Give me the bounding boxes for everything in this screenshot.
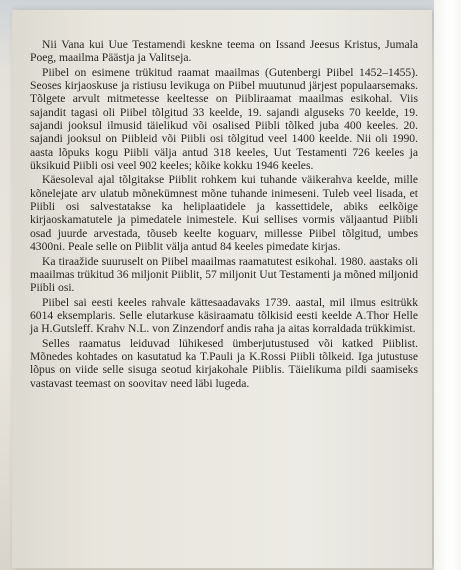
paragraph-1: Nii Vana kui Uue Testamendi keskne teema on Issand Jeesus Kristus, Jumala Poeg, maailma Päästja ja Valitseja. xyxy=(30,38,418,65)
paragraph-5: Piibel sai eesti keeles rahvale kättesaadavaks 1739. aastal, mil ilmus esitrükk 6014 eksemplaris. Selle elutarkuse käsiraamatu tõlkisid eesti keelde A.Thor Helle ja H.Gutsleff. Krahv N.L. von Zinzendorf andis raha ja aitas korraldada trükkimist. xyxy=(30,295,418,336)
body-text xyxy=(30,38,418,391)
paragraph-3: Käesoleval ajal tõlgitakse Piiblit rohkem kui tuhande väikerahva keelde, mille kõnelejate arv ulatub mõnekümnest mõne tuhande inimeseni. Tuleb veel lisada, et Piibli osi salvestatakse ka heliplaatidele ja kassettidele, abiks eelkõige kirjaoskamatutele ja pimedatele inimestele. Kui sellises vormis väljaantud Piibli osad juurde arvestada, tõuseb keelte koguarv, millesse Piibel tõlgitud, umbes 4300ni. Peale selle on Piiblit välja antud 84 keeles pimedate kirjas. xyxy=(30,173,418,254)
paragraph-4: Ka tiraažide suuruselt on Piibel maailmas raamatutest esikohal. 1980. aastaks oli maailmas trükitud 36 miljonit Piiblit, 57 miljonit Uut Testamenti ja mõned miljonid Piibli osi. xyxy=(30,254,418,295)
paragraph-2: Piibel on esimene trükitud raamat maailmas (Gutenbergi Piibel 1452–1455). Seoses kirjaoskuse ja ristiusu levikuga on Piibel muutunud järjest populaarsemaks. Tõlgete arvult mitmetesse keeltesse on Piibliraamat maailmas esikohal. Viis sajandit tagasi oli Piibel tõlgitud 33 keelde, 19. sajandi alguseks 70 keelde, 19. sajandi jooksul ilmusid täielikud või osalised Piibli tõlked juba 400 keeles. 20. sajandi jooksul on Piibleid või Piibli osi tõlgitud veel 1400 keelde. Nii oli 1990. aasta lõpuks kogu Piibli välja antud 318 keeles, Uut Testamenti 726 keeles ja üksikuid Piibli osi veel 902 keeles; kõike kokku 1946 keeles. xyxy=(30,65,418,173)
paragraph-6: Selles raamatus leiduvad lühikesed ümberjutustused või katked Piiblist. Mõnedes kohtades on kasutatud ka T.Pauli ja K.Rossi Piibli tõlkeid. Iga jutustuse lõpus on viide selle sisuga seotud kirjakohale Piiblis. Täielikuma pildi saamiseks vastavast teemast on soovitav need läbi lugeda. xyxy=(30,336,418,390)
page-edge xyxy=(434,0,461,570)
